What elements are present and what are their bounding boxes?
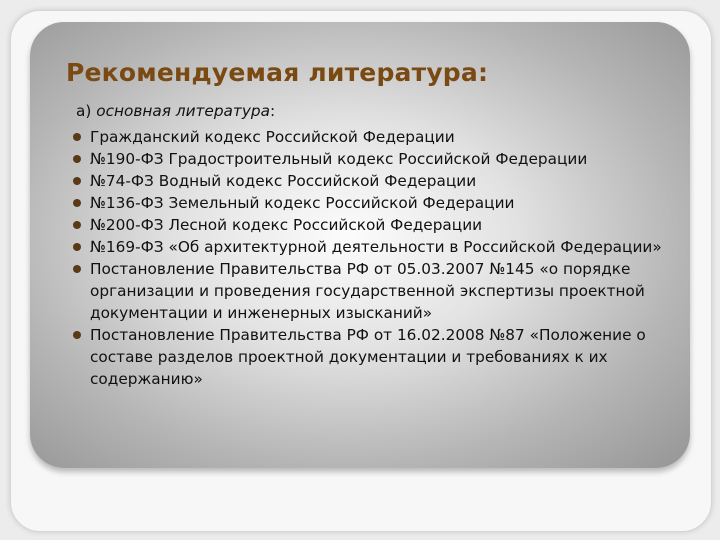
list-item <box>72 126 662 148</box>
slide-content <box>72 100 662 390</box>
list-item-text: №74-ФЗ Водный кодекс Российской Федерации <box>90 172 477 190</box>
list-item-text: Постановление Правительства РФ от 05.03.2007 №145 «о порядке организации и проведения государственной экспертизы проектной документации и инженерных изысканий» <box>90 260 645 322</box>
list-item <box>72 192 662 214</box>
list-item-text: №169-ФЗ «Об архитектурной деятельности в Российской Федерации» <box>90 238 662 256</box>
list-item <box>72 236 662 258</box>
list-item-text: Постановление Правительства РФ от 16.02.2008 №87 «Положение о составе разделов проектной документации и требованиях к их содержанию» <box>90 326 646 388</box>
list-item-text: №190-ФЗ Градостроительный кодекс Российской Федерации <box>90 150 588 168</box>
list-item <box>72 170 662 192</box>
bullet-icon <box>73 243 81 251</box>
list-item <box>72 214 662 236</box>
list-item <box>72 258 662 324</box>
slide-title: Рекомендуемая литература: <box>66 58 489 87</box>
list-item-text: №200-ФЗ Лесной кодекс Российской Федерации <box>90 216 483 234</box>
list-item <box>72 324 662 390</box>
subheading-prefix: а) <box>76 102 97 120</box>
bullet-icon <box>73 155 81 163</box>
subheading-italic: основная литература <box>96 102 270 120</box>
subheading-suffix: : <box>269 102 276 120</box>
bullet-icon <box>73 265 81 273</box>
bullet-icon <box>73 133 81 141</box>
bullet-icon <box>73 331 81 339</box>
bullet-icon <box>73 177 81 185</box>
bullet-icon <box>73 199 81 207</box>
list-item <box>72 148 662 170</box>
literature-list <box>72 126 662 390</box>
bullet-icon <box>73 221 81 229</box>
list-item-text: Гражданский кодекс Российской Федерации <box>90 128 455 146</box>
subheading <box>76 100 662 122</box>
list-item-text: №136-ФЗ Земельный кодекс Российской Федерации <box>90 194 515 212</box>
